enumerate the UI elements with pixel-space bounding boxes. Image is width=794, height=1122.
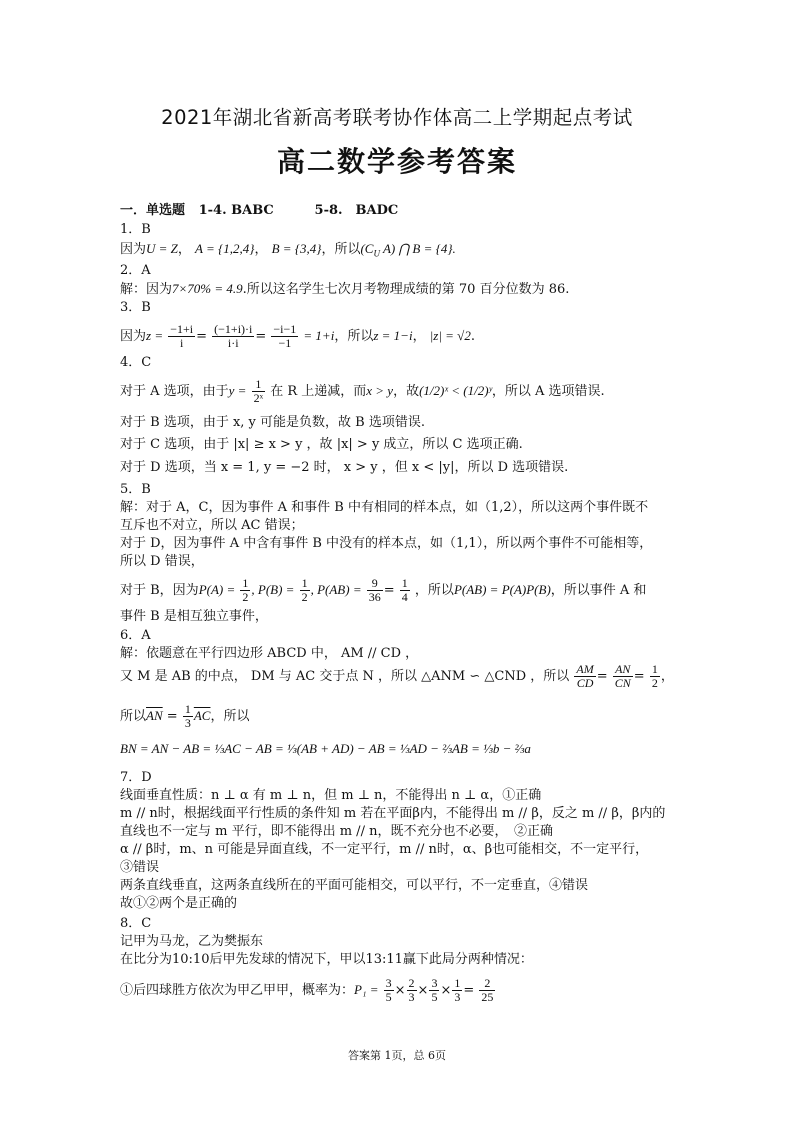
q4-option-c: 对于 C 选项，由于 |x| ≥ x > y ，故 |x| > y 成立，所以 C 选项正确. [120, 437, 523, 452]
q7-line-6: 两条直线垂直，这两条直线所在的平面可能相交，可以平行，不一定垂直，④错误 [120, 878, 589, 893]
q8-line-2: 在比分为10:10后甲先发球的情况下，甲以13:11赢下此局分两种情况： [120, 952, 533, 967]
q4-option-b: 对于 B 选项，由于 x, y 可能是负数，故 B 选项错误. [120, 415, 425, 430]
q2-label: 2．A [120, 263, 151, 278]
q3-solution: 因为z = $\frac{-1+i}{i}$ = $\frac{(-1+i)\cdot i}{i\cdot i}$ = $\frac{-i-1}{-1}$ = 1+i，所以z = 1−i， |z| = √2. [120, 322, 475, 350]
q6-line-2: 又 M 是 AB 的中点， DM 与 AC 交于点 N ，所以 △ANM ∽ △CND ，所以 $\frac{AM}{CD}$ = $\frac{AN}{CN}$ = $\frac{1}{2}$ ， [120, 662, 674, 690]
q5-line-3: 对于 D，因为事件 A 中含有事件 B 中没有的样本点，如（1,1），所以两个事件不可能相等， [120, 536, 653, 551]
q7-line-1: 线面垂直性质：n ⊥ α 有 m ⊥ n，但 m ⊥ n，不能得出 n ⊥ α，①正确 [120, 788, 542, 803]
q6-line-1: 解：依题意在平行四边形 ABCD 中， AM // CD ， [120, 646, 419, 661]
q1-label: 1．B [120, 222, 151, 237]
exam-title: 2021年湖北省新高考联考协作体高二上学期起点考试 [161, 106, 633, 129]
q3-label: 3．B [120, 300, 151, 315]
q4-option-a: 对于 A 选项，由于y = $\frac{1}{\text{2ˣ}}$ 在 R 上递减，而x > y，故(1/2)ˣ < (1/2)ʸ，所以 A 选项错误. [120, 377, 605, 405]
q7-line-3: 直线也不一定与 m 平行，即不能得出 m // n，既不充分也不必要， ②正确 [120, 824, 553, 839]
q7-line-7: 故①②两个是正确的 [120, 896, 238, 911]
q6-label: 6．A [120, 628, 151, 643]
q7-line-5: ③错误 [120, 860, 160, 875]
q2-solution: 解：因为7×70% = 4.9.所以这名学生七次月考物理成绩的第 70 百分位数为 86. [120, 281, 570, 297]
page-footer: 答案第 1页，总 6页 [348, 1049, 446, 1062]
q8-label: 8．C [120, 916, 152, 931]
q5-line-1: 解：对于 A，C，因为事件 A 和事件 B 中有相同的样本点，如（1,2），所以这两个事件既不 [120, 500, 649, 515]
q7-line-2: m // n时，根据线面平行性质的条件知 m 若在平面β内，不能得出 m // β，反之 m // β，β内的 [120, 806, 666, 821]
q4-option-d: 对于 D 选项，当 x = 1, y = −2 时， x > y ，但 x < |y|，所以 D 选项错误. [120, 460, 569, 475]
q8-line-1: 记甲为马龙，乙为樊振东 [120, 934, 264, 949]
q5-label: 5．B [120, 482, 151, 497]
q6-line-3: 所以$\overline{AN}$ = $\frac{1}{3}$ $\overline{AC}$，所以 [120, 702, 250, 730]
q6-vector-derivation: BN = AN − AB = ⅓AC − AB = ⅓(AB + AD) − AB = ⅓AD − ⅔AB = ⅓b − ⅔a [120, 741, 531, 756]
q7-label: 7．D [120, 770, 152, 785]
q5-line-6: 事件 B 是相互独立事件， [120, 609, 268, 624]
q4-label: 4．C [120, 355, 152, 370]
q5-line-4: 所以 D 错误， [120, 554, 204, 569]
q5-line-2: 互斥也不对立，所以 AC 错误； [120, 518, 304, 533]
q5-line-5: 对于 B，因为P(A) = $\frac{1}{2}$ , P(B) = $\frac{1}{2}$ , P(AB) = $\frac{9}{36}$ = $\frac{1}{4}$ ，所以P(AB) = P(A)P(B)，所以事件 A 和 [120, 576, 647, 604]
q7-line-4: α // β时，m、n 可能是异面直线，不一定平行，m // n时，α、β也可能相交，不一定平行， [120, 842, 649, 857]
q1-solution: 因为U = Z， A = {1,2,4}， B = {3,4}，所以($C_U$ A) ⋂ B = {4}. [120, 241, 456, 259]
q8-line-3: ①后四球胜方依次为甲乙甲甲，概率为：P₁ = $\frac{3}{5}$ × $\frac{2}{3}$ × $\frac{3}{5}$ × $\frac{1}{3}$ = $\frac{2}{25}$ [120, 976, 494, 1004]
answer-key-title: 高二数学参考答案 [276, 145, 517, 178]
section-heading: 一．单选题 1-4. BABC 5-8. BADC [120, 203, 399, 218]
